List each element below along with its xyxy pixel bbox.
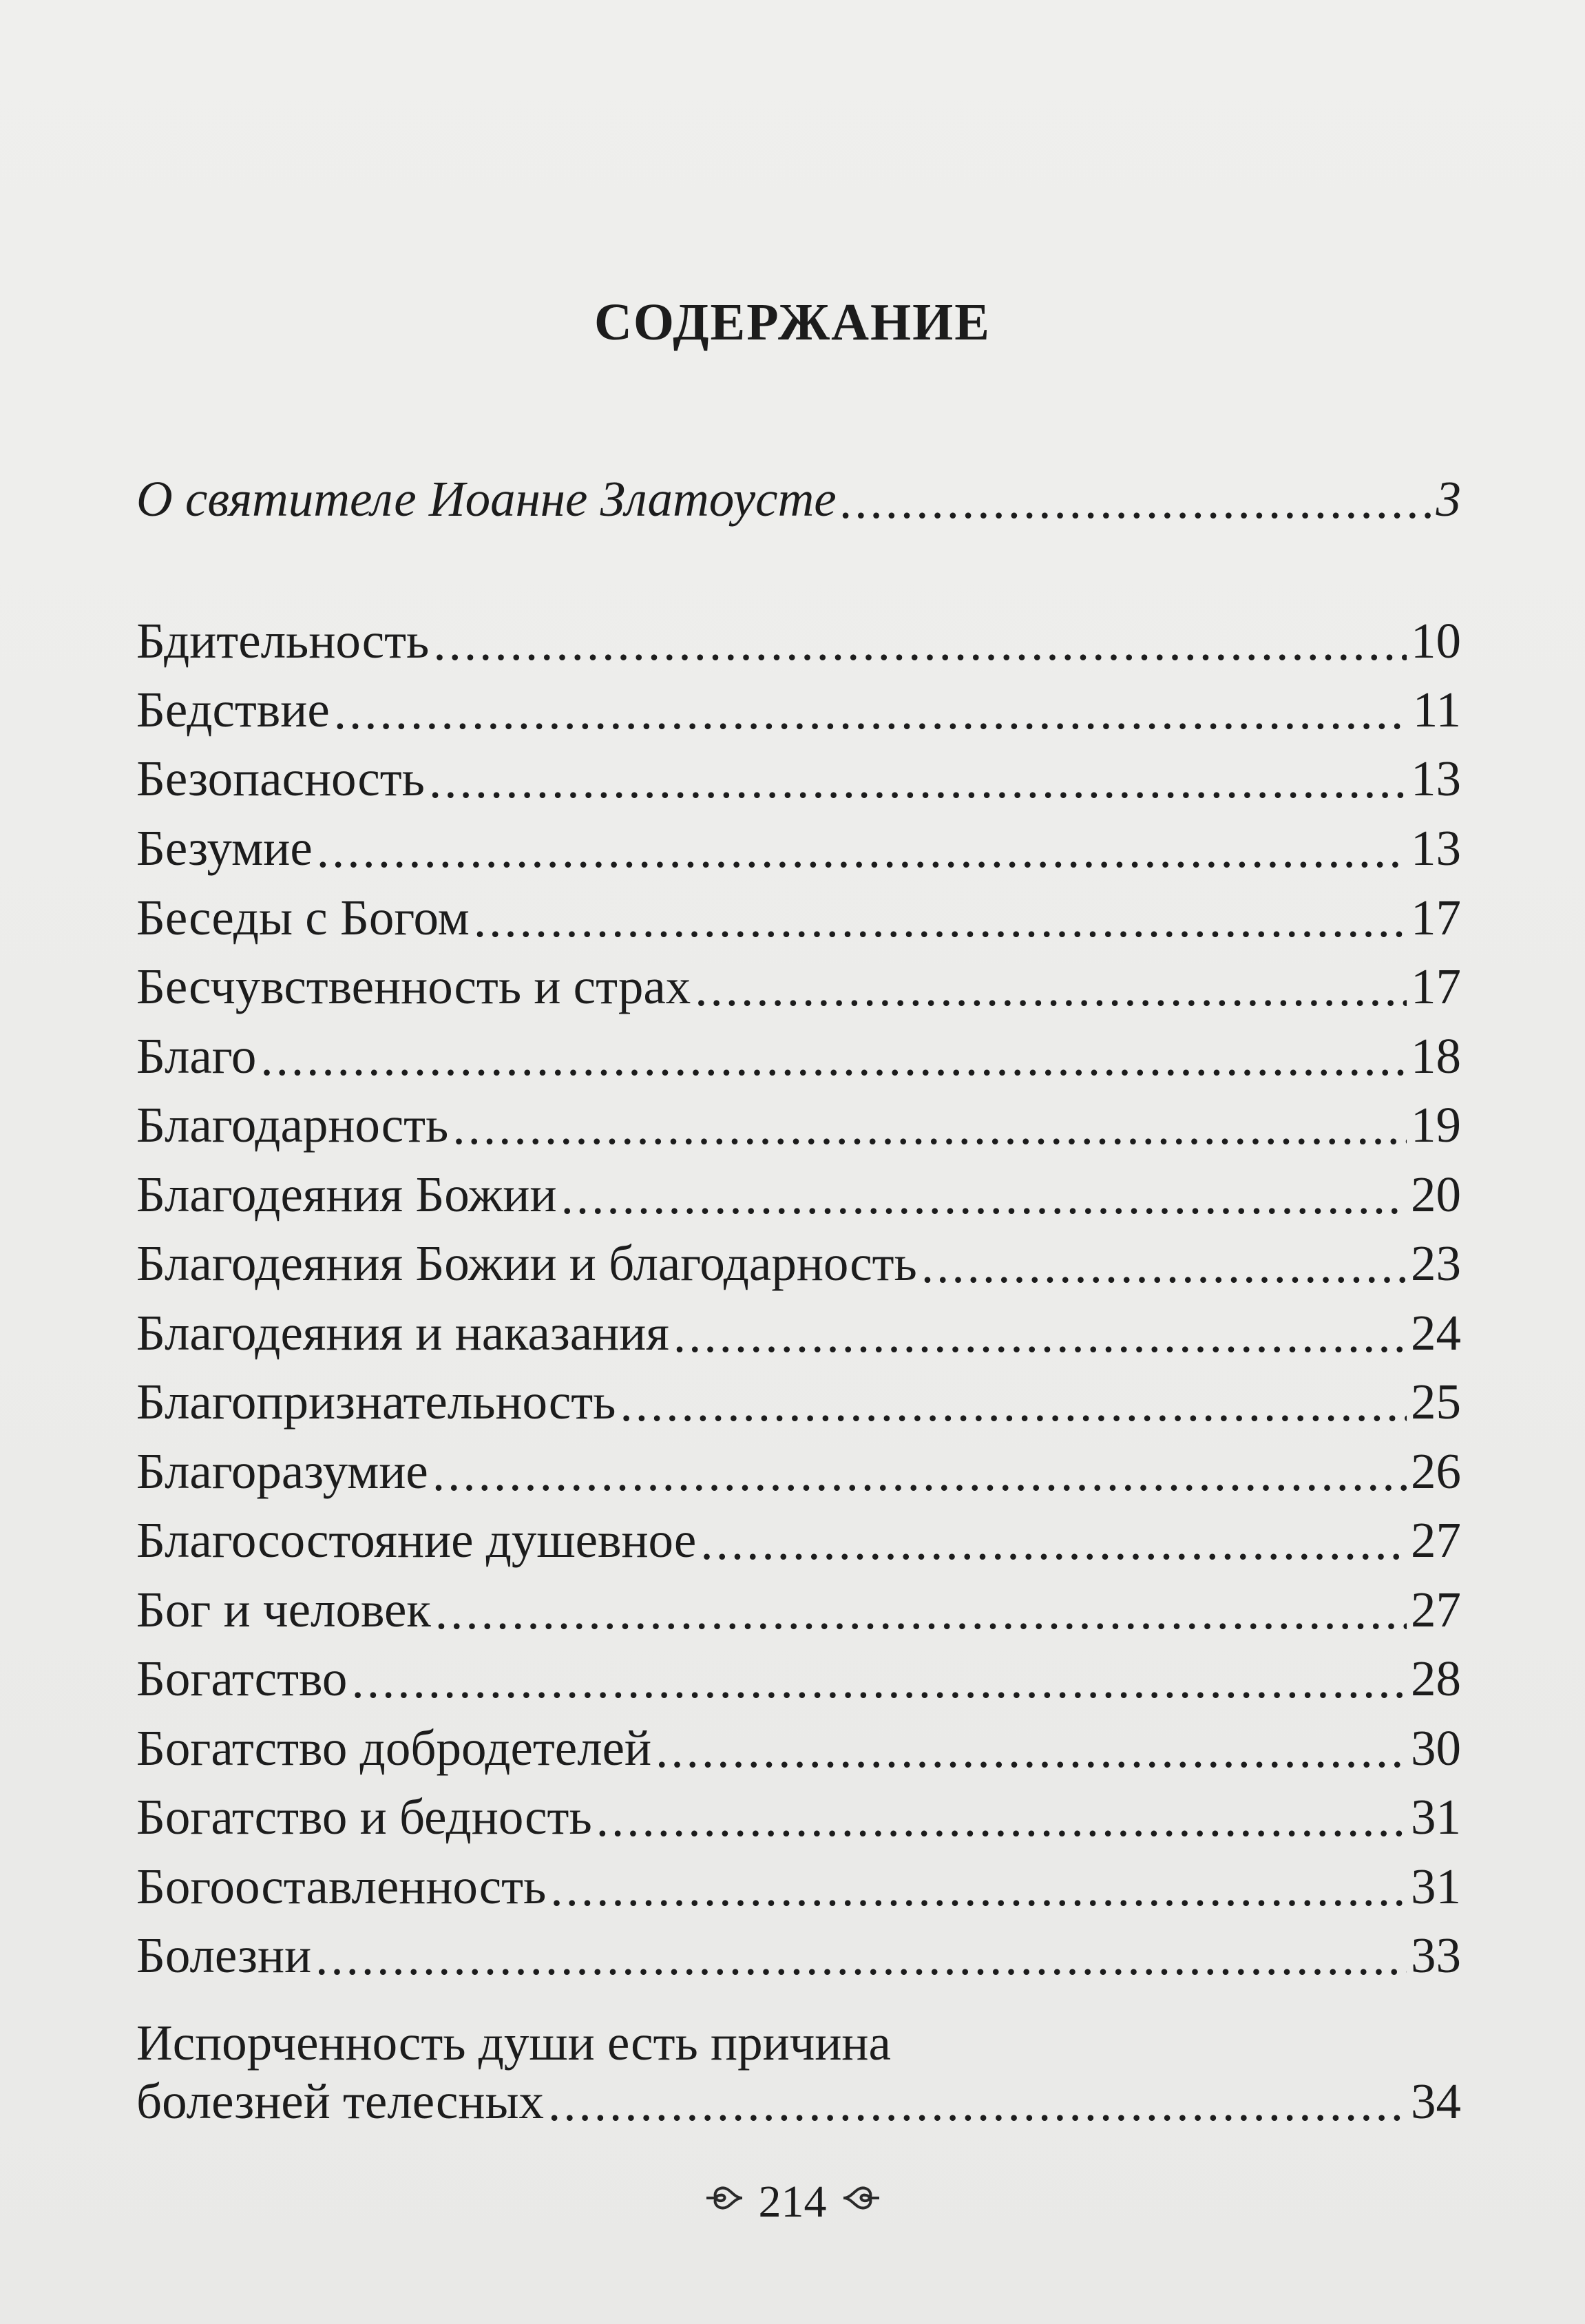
toc-entry-label: Благосостояние душевное xyxy=(136,1512,697,1568)
toc-entry xyxy=(136,1368,1461,1436)
dot-leader xyxy=(550,1853,1407,1920)
dot-leader xyxy=(596,1783,1407,1851)
toc-entry-page: 31 xyxy=(1411,1789,1461,1845)
toc-entry xyxy=(136,1230,1461,1297)
toc-entry xyxy=(136,2068,1461,2135)
toc-entry-page: 11 xyxy=(1412,682,1461,737)
toc-entry-label-line1: Испорченность души есть причина xyxy=(136,2015,891,2071)
ornament-right-icon xyxy=(839,2179,883,2226)
toc-entry-page: 27 xyxy=(1411,1582,1461,1637)
toc-entry xyxy=(136,953,1461,1020)
toc-entry-label: Благоразумие xyxy=(136,1443,428,1499)
toc-entry-page: 17 xyxy=(1411,890,1461,945)
toc-entry-label: Благо xyxy=(136,1028,257,1084)
toc-entry-page: 27 xyxy=(1411,1512,1461,1568)
toc-entry-page: 23 xyxy=(1411,1235,1461,1291)
dot-leader xyxy=(474,884,1407,952)
dot-leader xyxy=(429,745,1407,813)
toc-entry xyxy=(136,607,1461,675)
toc-entry-page: 34 xyxy=(1411,2073,1461,2129)
toc-entry-page: 19 xyxy=(1411,1097,1461,1153)
dot-leader xyxy=(334,676,1409,744)
toc-entry-label: Безумие xyxy=(136,820,313,876)
ornament-right-icon-svg xyxy=(839,2179,883,2217)
toc-entry-page: 18 xyxy=(1411,1028,1461,1084)
toc-entry-label: Благопризнательность xyxy=(136,1374,616,1430)
toc-entry-page: 26 xyxy=(1411,1443,1461,1499)
toc-entry-label: болезней телесных xyxy=(136,2073,544,2129)
ornament-left-icon xyxy=(702,2179,746,2226)
toc-entry-page: 10 xyxy=(1411,613,1461,669)
toc-entry-label: Богатство xyxy=(136,1651,348,1706)
dot-leader xyxy=(315,1922,1407,1989)
toc-entry xyxy=(136,1438,1461,1505)
toc-entry xyxy=(136,1783,1461,1851)
toc-entry xyxy=(136,745,1461,813)
toc-entry xyxy=(136,676,1461,744)
page-number: 214 xyxy=(758,2177,827,2227)
toc-entry-page: 20 xyxy=(1411,1166,1461,1222)
toc-entry-label: Бог и человек xyxy=(136,1582,431,1637)
table-of-contents xyxy=(136,0,1461,2324)
dot-leader xyxy=(841,465,1432,533)
toc-entry-page: 25 xyxy=(1411,1374,1461,1430)
dot-leader xyxy=(921,1230,1407,1297)
toc-entry-label: Благодарность xyxy=(136,1097,449,1153)
dot-leader xyxy=(433,607,1407,675)
toc-entry-label: Бесчувственность и страх xyxy=(136,959,691,1014)
toc-entry-page: 17 xyxy=(1411,959,1461,1014)
toc-entry-label: Богатство добродетелей xyxy=(136,1720,652,1776)
toc-entry xyxy=(136,1023,1461,1090)
toc-entry-label: Богооставленность xyxy=(136,1859,547,1914)
toc-entry xyxy=(136,1299,1461,1367)
ornament-left-icon-svg xyxy=(702,2179,746,2217)
toc-intro-entry xyxy=(136,465,1461,533)
dot-leader xyxy=(317,815,1407,882)
toc-entry-label: Бдительность xyxy=(136,613,430,669)
toc-entry-label: Безопасность xyxy=(136,751,425,806)
toc-entry xyxy=(136,1576,1461,1644)
dot-leader xyxy=(700,1507,1407,1574)
toc-entry-label: Болезни xyxy=(136,1927,312,1983)
toc-entry-label: Беседы с Богом xyxy=(136,890,470,945)
page-footer xyxy=(0,2176,1585,2228)
toc-entry xyxy=(136,1507,1461,1574)
toc-entry-label: О святителе Иоанне Златоусте xyxy=(136,471,837,527)
toc-entry xyxy=(136,1645,1461,1713)
dot-leader xyxy=(561,1161,1407,1228)
dot-leader xyxy=(548,2068,1407,2135)
toc-entry xyxy=(136,1922,1461,1989)
dot-leader xyxy=(620,1368,1407,1436)
dot-leader xyxy=(452,1091,1407,1159)
toc-entry-page: 30 xyxy=(1411,1720,1461,1776)
page-title: СОДЕРЖАНИЕ xyxy=(594,293,991,351)
dot-leader xyxy=(695,953,1407,1020)
toc-entry-page: 13 xyxy=(1411,751,1461,806)
toc-entry-page: 28 xyxy=(1411,1651,1461,1706)
toc-entry xyxy=(136,815,1461,882)
toc-entry-page: 24 xyxy=(1411,1305,1461,1361)
toc-entry-page: 33 xyxy=(1411,1927,1461,1983)
dot-leader xyxy=(432,1438,1407,1505)
dot-leader xyxy=(655,1715,1407,1782)
toc-entry-label: Богатство и бедность xyxy=(136,1789,592,1845)
dot-leader xyxy=(673,1299,1407,1367)
dot-leader xyxy=(435,1576,1407,1644)
toc-entry xyxy=(136,1715,1461,1782)
toc-entry xyxy=(136,1161,1461,1228)
toc-entry-label: Благодеяния Божии xyxy=(136,1166,557,1222)
dot-leader xyxy=(351,1645,1407,1713)
toc-entry-page: 31 xyxy=(1411,1859,1461,1914)
toc-entry-page: 3 xyxy=(1436,471,1461,527)
toc-entry xyxy=(136,884,1461,952)
toc-entry-page: 13 xyxy=(1411,820,1461,876)
dot-leader xyxy=(260,1023,1407,1090)
toc-entry-label: Благодеяния Божии и благодарность xyxy=(136,1235,917,1291)
toc-entry xyxy=(136,1853,1461,1920)
toc-entry xyxy=(136,1091,1461,1159)
toc-entry-label: Бедствие xyxy=(136,682,330,737)
toc-entry-label: Благодеяния и наказания xyxy=(136,1305,669,1361)
